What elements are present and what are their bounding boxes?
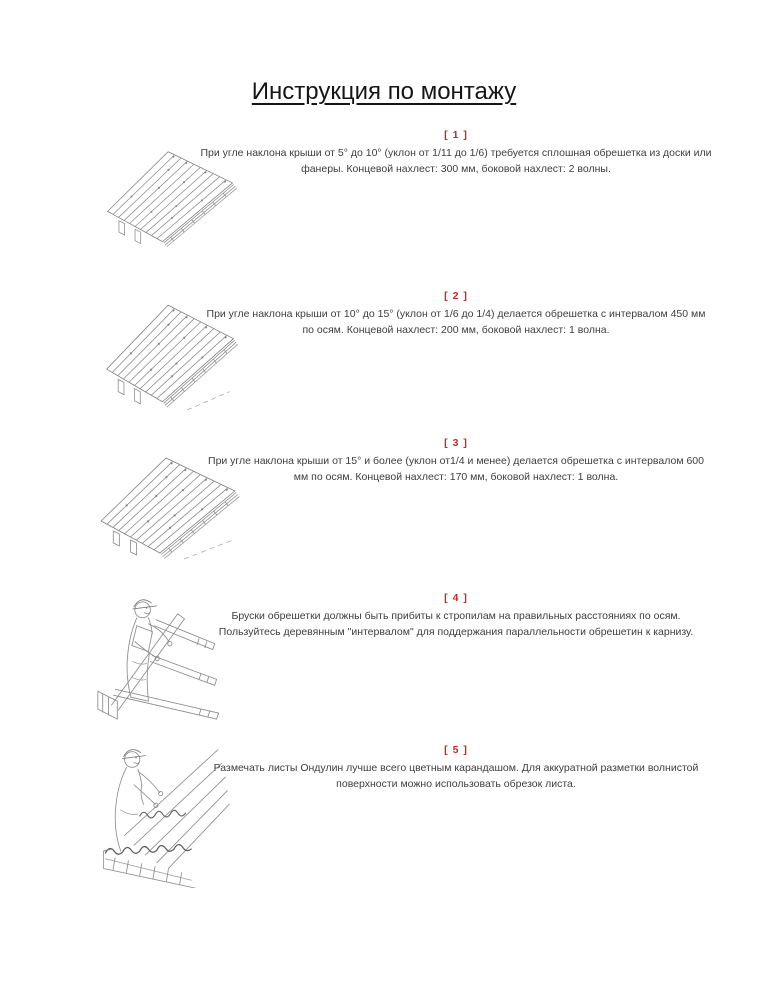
section-4-number-label: [ 4 ] bbox=[444, 592, 468, 604]
roof-sheet-on-battens-450mm-sketch bbox=[99, 300, 243, 414]
worker-marking-icon bbox=[96, 742, 234, 888]
roof-sheet-on-solid-sheathing-sketch bbox=[100, 147, 242, 253]
section-2-text: При угле наклона крыши от 10° до 15° (уклон от 1/6 до 1/4) делается обрешетка с интервалом 450 мм по осям. Концевой нахлест: 200 мм, боковой нахлест: 1 волна. bbox=[206, 308, 706, 336]
section-1-number-label: [ 1 ] bbox=[444, 129, 468, 141]
page-title: Инструкция по монтажу bbox=[251, 78, 517, 106]
roof-sketch-3-icon bbox=[93, 453, 245, 565]
roof-sketch-2-icon bbox=[99, 300, 243, 414]
worker-marking-sheet-sketch bbox=[96, 742, 234, 888]
section-1-text: При угле наклона крыши от 5° до 10° (уклон от 1/11 до 1/6) требуется сплошная обрешетка из доски или фанеры. Концевой нахлест: 300 мм, боковой нахлест: 2 волны. bbox=[200, 147, 712, 175]
section-3-number-label: [ 3 ] bbox=[444, 437, 468, 449]
worker-nailing-icon bbox=[92, 594, 238, 728]
roof-sketch-1-icon bbox=[100, 147, 242, 253]
roof-sheet-on-battens-600mm-sketch bbox=[93, 453, 245, 565]
section-4-text: Бруски обрешетки должны быть прибиты к стропилам на правильных расстояниях по осям. Пользуйтесь деревянным "интервалом" для поддержания параллельности обрешетин к карнизу. bbox=[218, 610, 694, 638]
section-2-number-label: [ 2 ] bbox=[444, 290, 468, 302]
section-3-text: При угле наклона крыши от 15° и более (уклон от1/4 и менее) делается обрешетка с интервалом 600 мм по осям. Концевой нахлест: 170 мм, боковой нахлест: 1 волна. bbox=[208, 455, 704, 483]
worker-nailing-battens-sketch bbox=[92, 594, 238, 728]
section-5-text: Размечать листы Ондулин лучше всего цветным карандашом. Для аккуратной разметки волнистой поверхности можно использовать обрезок листа. bbox=[213, 762, 699, 790]
section-5-number-label: [ 5 ] bbox=[444, 744, 468, 756]
